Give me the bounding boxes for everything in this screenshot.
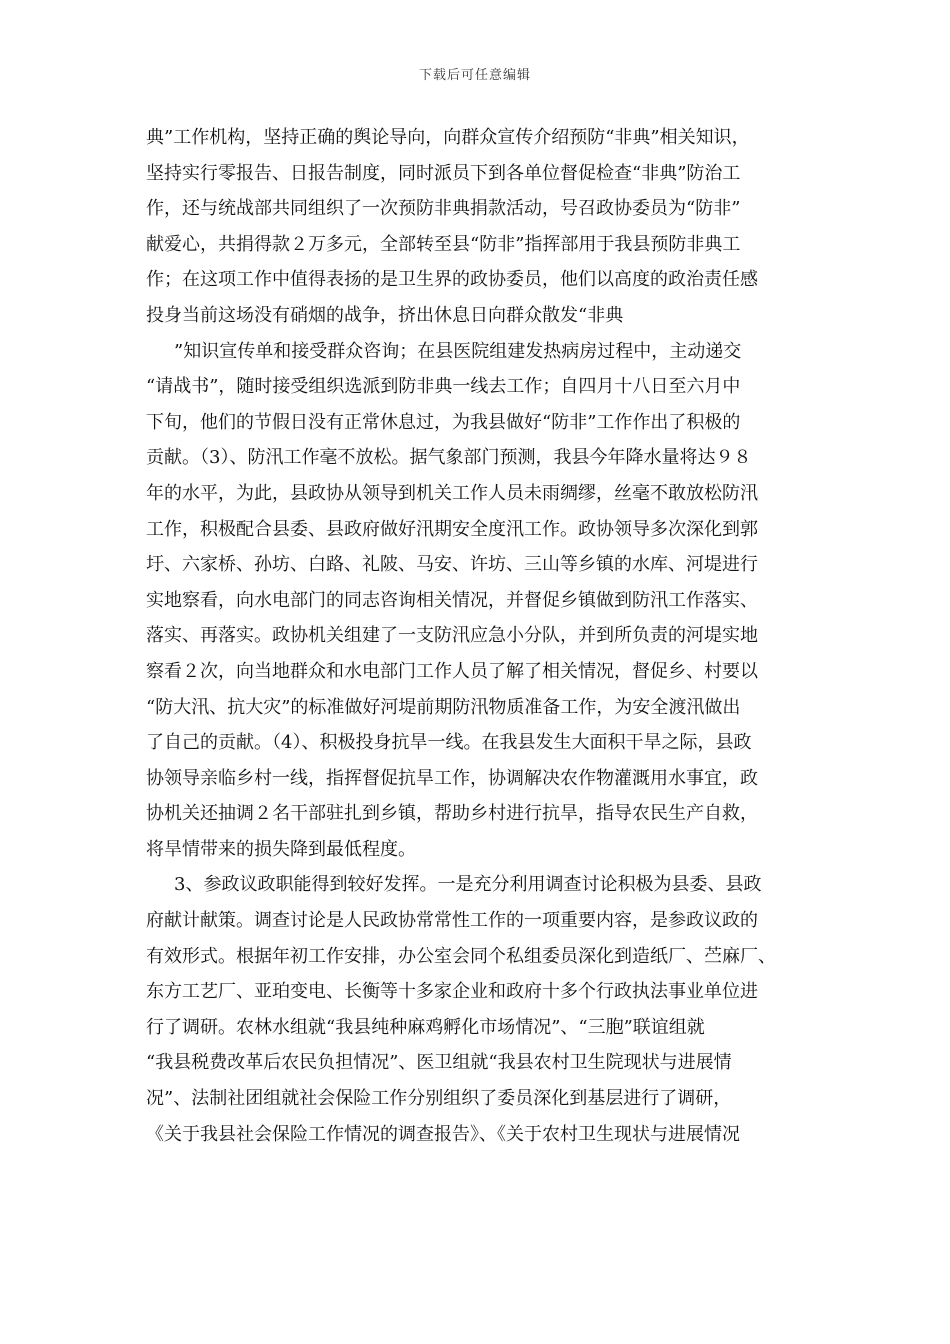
- text-line: 工作，积极配合县委、县政府做好汛期安全度汛工作。政协领导多次深化到郭: [146, 518, 758, 540]
- text-line: 作；在这项工作中值得表扬的是卫生界的政协委员，他们以高度的政治责任感: [146, 269, 758, 291]
- text-line: 有效形式。根据年初工作安排，办公室会同个私组委员深化到造纸厂、苎麻厂、: [146, 945, 776, 967]
- text-line: 年的水平，为此，县政协从领导到机关工作人员未雨绸缪，丝毫不敢放松防汛: [146, 482, 758, 504]
- text-line: ”知识宣传单和接受群众咨询；在县医院组建发热病房过程中，主动递交: [174, 340, 742, 362]
- text-line: 东方工艺厂、亚珀变电、长衡等十多家企业和政府十多个行政执法事业单位进: [146, 981, 758, 1003]
- text-line: 协领导亲临乡村一线，指挥督促抗旱工作，协调解决农作物灌溉用水事宜，政: [146, 767, 758, 789]
- text-line: 投身当前这场没有硝烟的战争，挤出休息日向群众散发“非典: [146, 304, 624, 326]
- text-line: 落实、再落实。政协机关组建了一支防汛应急小分队，并到所负责的河堤实地: [146, 625, 758, 647]
- text-line: 察看２次，向当地群众和水电部门工作人员了解了相关情况，督促乡、村要以: [146, 660, 758, 682]
- text-line: 况”、法制社团组就社会保险工作分别组织了委员深化到基层进行了调研，: [146, 1088, 732, 1110]
- text-line: 将旱情带来的损失降到最低程度。: [146, 838, 416, 860]
- text-line: 行了调研。农林水组就“我县纯种麻鸡孵化市场情况”、“三胞”联谊组就: [146, 1016, 705, 1038]
- text-line: 下旬，他们的节假日没有正常休息过，为我县做好“防非”工作作出了积极的: [146, 411, 741, 433]
- text-line: 实地察看，向水电部门的同志咨询相关情况，并督促乡镇做到防汛工作落实、: [146, 589, 758, 611]
- text-line: 作，还与统战部共同组织了一次预防非典捐款活动，号召政协委员为“防非”: [146, 198, 741, 220]
- text-line: 贡献。（3）、防汛工作毫不放松。据气象部门预测，我县今年降水量将达９８: [146, 447, 752, 469]
- text-line: 典”工作机构，坚持正确的舆论导向，向群众宣传介绍预防“非典”相关知识，: [146, 127, 750, 148]
- text-line: 坚持实行零报告、日报告制度，同时派员下到各单位督促检查“非典”防治工: [146, 162, 741, 184]
- text-line: 了自己的贡献。（4）、积极投身抗旱一线。在我县发生大面积干旱之际，县政: [146, 732, 752, 754]
- text-line: “防大汛、抗大灾”的标准做好河堤前期防汛物质准备工作，为安全渡汛做出: [146, 696, 741, 718]
- page-header: 下载后可任意编辑: [418, 68, 531, 83]
- text-line: “请战书”，随时接受组织选派到防非典一线去工作；自四月十八日至六月中: [146, 376, 741, 398]
- text-line: 圩、六家桥、孙坊、白路、礼陂、马安、许坊、三山等乡镇的水库、河堤进行: [146, 554, 758, 576]
- text-line: 3、参政议政职能得到较好发挥。一是充分利用调查讨论积极为县委、县政: [174, 874, 762, 896]
- text-line: 《关于我县社会保险工作情况的调查报告》、《关于农村卫生现状与进展情况: [146, 1123, 740, 1145]
- text-line: “我县税费改革后农民负担情况”、医卫组就“我县农村卫生院现状与进展情: [146, 1052, 732, 1074]
- text-line: 献爱心，共捐得款２万多元，全部转至县“防非”指挥部用于我县预防非典工: [146, 233, 741, 255]
- text-line: 协机关还抽调２名干部驻扎到乡镇，帮助乡村进行抗旱，指导农民生产自救，: [146, 803, 758, 825]
- document-body: [146, 120, 810, 1152]
- text-line: 府献计献策。调查讨论是人民政协常常性工作的一项重要内容，是参政议政的: [146, 910, 758, 932]
